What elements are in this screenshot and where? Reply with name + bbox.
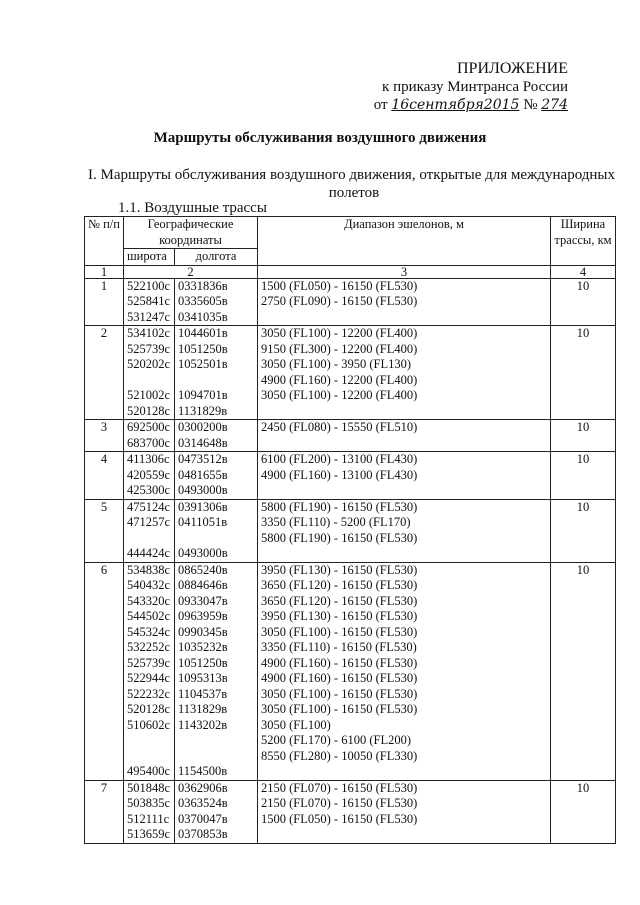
longitude-cell	[175, 420, 258, 452]
latitude-value: 425300с	[127, 483, 171, 497]
flight-level-range: 3050 (FL100) - 16150 (FL530)	[261, 702, 418, 716]
longitude-value: 0411051в	[178, 515, 228, 529]
latitude-value: 532252с	[127, 640, 171, 654]
latitude-value: 543320с	[127, 593, 171, 608]
route-width: 10	[551, 326, 616, 420]
route-width: 10	[551, 278, 616, 326]
longitude-value: 0990345в	[178, 624, 228, 639]
route-number: 1	[85, 278, 124, 326]
col-number-2: 2	[124, 265, 258, 278]
table-row	[85, 499, 616, 562]
section-heading-line1: I. Маршруты обслуживания воздушного движения, открытые для международных	[88, 167, 615, 183]
latitude-value	[127, 373, 171, 389]
latitude-value: 471257с	[127, 515, 171, 529]
latitude-value: 692500с	[127, 420, 171, 434]
route-number: 5	[85, 499, 124, 562]
latitude-value: 525739с	[127, 341, 171, 356]
flight-level-range: 4900 (FL160) - 16150 (FL530)	[261, 671, 418, 685]
longitude-value: 0370047в	[178, 811, 228, 826]
longitude-value: 0335605в	[178, 294, 228, 308]
flight-level-range: 3350 (FL110) - 5200 (FL170)	[261, 515, 411, 529]
latitude-value: 522232с	[127, 686, 171, 701]
col-number-4: 4	[551, 265, 616, 278]
flight-level-range: 3050 (FL100) - 12200 (FL400)	[261, 388, 418, 402]
longitude-value: 1051250в	[178, 341, 228, 356]
longitude-value	[178, 749, 254, 765]
longitude-value: 0363524в	[178, 796, 228, 810]
longitude-value: 1131829в	[178, 702, 228, 716]
latitude-value: 520202с	[127, 357, 171, 371]
latitude-value: 531247с	[127, 309, 171, 324]
route-width: 10	[551, 420, 616, 452]
flight-level-range: 5800 (FL190) - 16150 (FL530)	[261, 499, 418, 514]
header-lon: долгота	[175, 249, 258, 266]
section-heading	[88, 166, 620, 202]
from-prefix: от	[373, 97, 388, 113]
routes-table	[84, 216, 616, 844]
latitude-value: 534838с	[127, 562, 171, 577]
routes-table-body	[85, 278, 616, 843]
route-width: 10	[551, 562, 616, 780]
flight-level-range: 3050 (FL100) - 16150 (FL530)	[261, 624, 418, 639]
flight-level-range: 3950 (FL130) - 16150 (FL530)	[261, 562, 418, 577]
longitude-value: 1052501в	[178, 357, 228, 371]
longitude-value: 0341035в	[178, 309, 228, 324]
subsection-heading: 1.1. Воздушные трассы	[118, 200, 267, 216]
route-number: 3	[85, 420, 124, 452]
flight-level-range: 2150 (FL070) - 16150 (FL530)	[261, 780, 418, 795]
route-number: 6	[85, 562, 124, 780]
latitude-cell	[124, 562, 175, 780]
longitude-cell	[175, 562, 258, 780]
flight-level-range: 4900 (FL160) - 12200 (FL400)	[261, 372, 418, 387]
table-row	[85, 452, 616, 500]
appendix-date-line	[374, 96, 568, 114]
flight-level-range	[261, 436, 547, 452]
flight-level-range	[261, 483, 547, 499]
flight-level-range-cell	[258, 420, 551, 452]
flight-level-range-cell	[258, 452, 551, 500]
header-geo: Географические координаты	[124, 217, 258, 249]
appendix-block	[374, 60, 568, 114]
route-width: 10	[551, 780, 616, 843]
table-row	[85, 326, 616, 420]
flight-level-range: 3350 (FL110) - 16150 (FL530)	[261, 640, 417, 654]
latitude-value: 540432с	[127, 578, 171, 592]
latitude-value: 411306с	[127, 452, 170, 466]
longitude-value: 0331836в	[178, 278, 228, 293]
latitude-value: 525841с	[127, 294, 171, 308]
flight-level-range-cell	[258, 326, 551, 420]
header-width: Ширина трассы, км	[551, 217, 616, 266]
col-number-1: 1	[85, 265, 124, 278]
longitude-value: 0370853в	[178, 827, 228, 841]
flight-level-range: 2450 (FL080) - 15550 (FL510)	[261, 420, 418, 434]
section-heading-line2: полетов	[328, 185, 380, 201]
appendix-title: ПРИЛОЖЕНИЕ	[456, 60, 568, 77]
longitude-value: 1035232в	[178, 640, 228, 654]
longitude-value: 1131829в	[178, 403, 228, 418]
table-row	[85, 278, 616, 326]
longitude-value: 0493000в	[178, 546, 228, 560]
longitude-cell	[175, 326, 258, 420]
route-number: 7	[85, 780, 124, 843]
latitude-value: 520128с	[127, 403, 171, 418]
longitude-value: 0933047в	[178, 593, 228, 608]
table-row	[85, 562, 616, 780]
latitude-value: 525739с	[127, 655, 171, 670]
latitude-cell	[124, 499, 175, 562]
latitude-value: 544502с	[127, 609, 171, 623]
latitude-value	[127, 749, 171, 765]
flight-level-range: 3050 (FL100) - 12200 (FL400)	[261, 326, 418, 340]
flight-level-range: 1500 (FL050) - 16150 (FL530)	[261, 811, 418, 826]
latitude-cell	[124, 452, 175, 500]
latitude-cell	[124, 780, 175, 843]
longitude-value: 0963959в	[178, 609, 228, 623]
flight-level-range: 5800 (FL190) - 16150 (FL530)	[261, 530, 418, 545]
flight-level-range: 4900 (FL160) - 13100 (FL430)	[261, 467, 418, 482]
header-num: № п/п	[85, 217, 124, 266]
latitude-cell	[124, 420, 175, 452]
latitude-value	[127, 531, 171, 547]
latitude-value	[127, 733, 171, 749]
latitude-value: 520128с	[127, 702, 171, 716]
latitude-value: 501848с	[127, 780, 171, 795]
longitude-value: 0481655в	[178, 467, 228, 482]
longitude-value	[178, 733, 254, 749]
latitude-value: 503835с	[127, 796, 171, 810]
longitude-value: 1104537в	[178, 686, 228, 701]
longitude-value	[178, 531, 254, 547]
flight-level-range-cell	[258, 562, 551, 780]
flight-level-range: 3950 (FL130) - 16150 (FL530)	[261, 609, 418, 623]
flight-level-range-cell	[258, 780, 551, 843]
latitude-value: 420559с	[127, 467, 171, 482]
flight-level-range-cell	[258, 499, 551, 562]
longitude-value: 0314648в	[178, 435, 228, 450]
flight-level-range: 6100 (FL200) - 13100 (FL430)	[261, 452, 418, 466]
latitude-value: 683700с	[127, 435, 171, 450]
longitude-value: 0865240в	[178, 562, 228, 577]
handwritten-date: 16сентября2015	[391, 97, 520, 113]
flight-level-range	[261, 827, 547, 843]
flight-level-range-cell	[258, 278, 551, 326]
flight-level-range: 5200 (FL170) - 6100 (FL200)	[261, 733, 411, 747]
flight-level-range: 2750 (FL090) - 16150 (FL530)	[261, 294, 418, 308]
latitude-value: 444424с	[127, 546, 171, 560]
flight-level-range: 8550 (FL280) - 10050 (FL330)	[261, 748, 418, 763]
flight-level-range	[261, 546, 547, 562]
route-width: 10	[551, 499, 616, 562]
longitude-cell	[175, 452, 258, 500]
longitude-value: 0391306в	[178, 499, 228, 514]
flight-level-range: 9150 (FL300) - 12200 (FL400)	[261, 341, 418, 356]
longitude-value: 0473512в	[178, 452, 228, 466]
flight-level-range	[261, 764, 547, 780]
longitude-value	[178, 373, 254, 389]
latitude-value: 522944с	[127, 671, 171, 685]
longitude-value: 0493000в	[178, 483, 228, 497]
col-number-3: 3	[258, 265, 551, 278]
number-prefix: №	[523, 97, 538, 113]
latitude-cell	[124, 278, 175, 326]
latitude-value: 513659с	[127, 827, 171, 841]
longitude-cell	[175, 278, 258, 326]
longitude-cell	[175, 499, 258, 562]
appendix-order-ref: к приказу Минтранса России	[382, 79, 568, 95]
flight-level-range: 3650 (FL120) - 16150 (FL530)	[261, 593, 418, 608]
longitude-value: 1094701в	[178, 388, 228, 402]
longitude-value: 0884646в	[178, 578, 228, 592]
latitude-value: 510602с	[127, 717, 171, 732]
latitude-cell	[124, 326, 175, 420]
table-row	[85, 780, 616, 843]
latitude-value: 521002с	[127, 388, 171, 402]
latitude-value: 522100с	[127, 278, 171, 293]
handwritten-number: 274	[541, 97, 568, 113]
flight-level-range: 3050 (FL100) - 3950 (FL130)	[261, 357, 411, 371]
table-row	[85, 420, 616, 452]
longitude-value: 1154500в	[178, 764, 228, 778]
flight-level-range	[261, 310, 547, 326]
longitude-value: 1095313в	[178, 671, 228, 685]
longitude-value: 1143202в	[178, 717, 228, 732]
route-number: 2	[85, 326, 124, 420]
flight-level-range: 3050 (FL100) - 16150 (FL530)	[261, 686, 418, 701]
longitude-value: 1044601в	[178, 326, 228, 340]
latitude-value: 495400с	[127, 764, 171, 778]
latitude-value: 545324с	[127, 624, 171, 639]
latitude-value: 475124с	[127, 499, 171, 514]
flight-level-range	[261, 404, 547, 420]
flight-level-range: 3650 (FL120) - 16150 (FL530)	[261, 578, 418, 592]
longitude-value: 0300200в	[178, 420, 228, 434]
flight-level-range: 3050 (FL100)	[261, 717, 331, 732]
latitude-value: 512111с	[127, 811, 170, 826]
longitude-value: 0362906в	[178, 780, 228, 795]
longitude-cell	[175, 780, 258, 843]
route-width: 10	[551, 452, 616, 500]
longitude-value: 1051250в	[178, 655, 228, 670]
latitude-value: 534102с	[127, 326, 171, 340]
route-number: 4	[85, 452, 124, 500]
document-title: Маршруты обслуживания воздушного движения	[153, 130, 487, 146]
flight-level-range: 1500 (FL050) - 16150 (FL530)	[261, 278, 418, 293]
flight-level-range: 2150 (FL070) - 16150 (FL530)	[261, 796, 418, 810]
flight-level-range: 4900 (FL160) - 16150 (FL530)	[261, 655, 418, 670]
header-range: Диапазон эшелонов, м	[258, 217, 551, 266]
header-lat: широта	[124, 249, 175, 266]
